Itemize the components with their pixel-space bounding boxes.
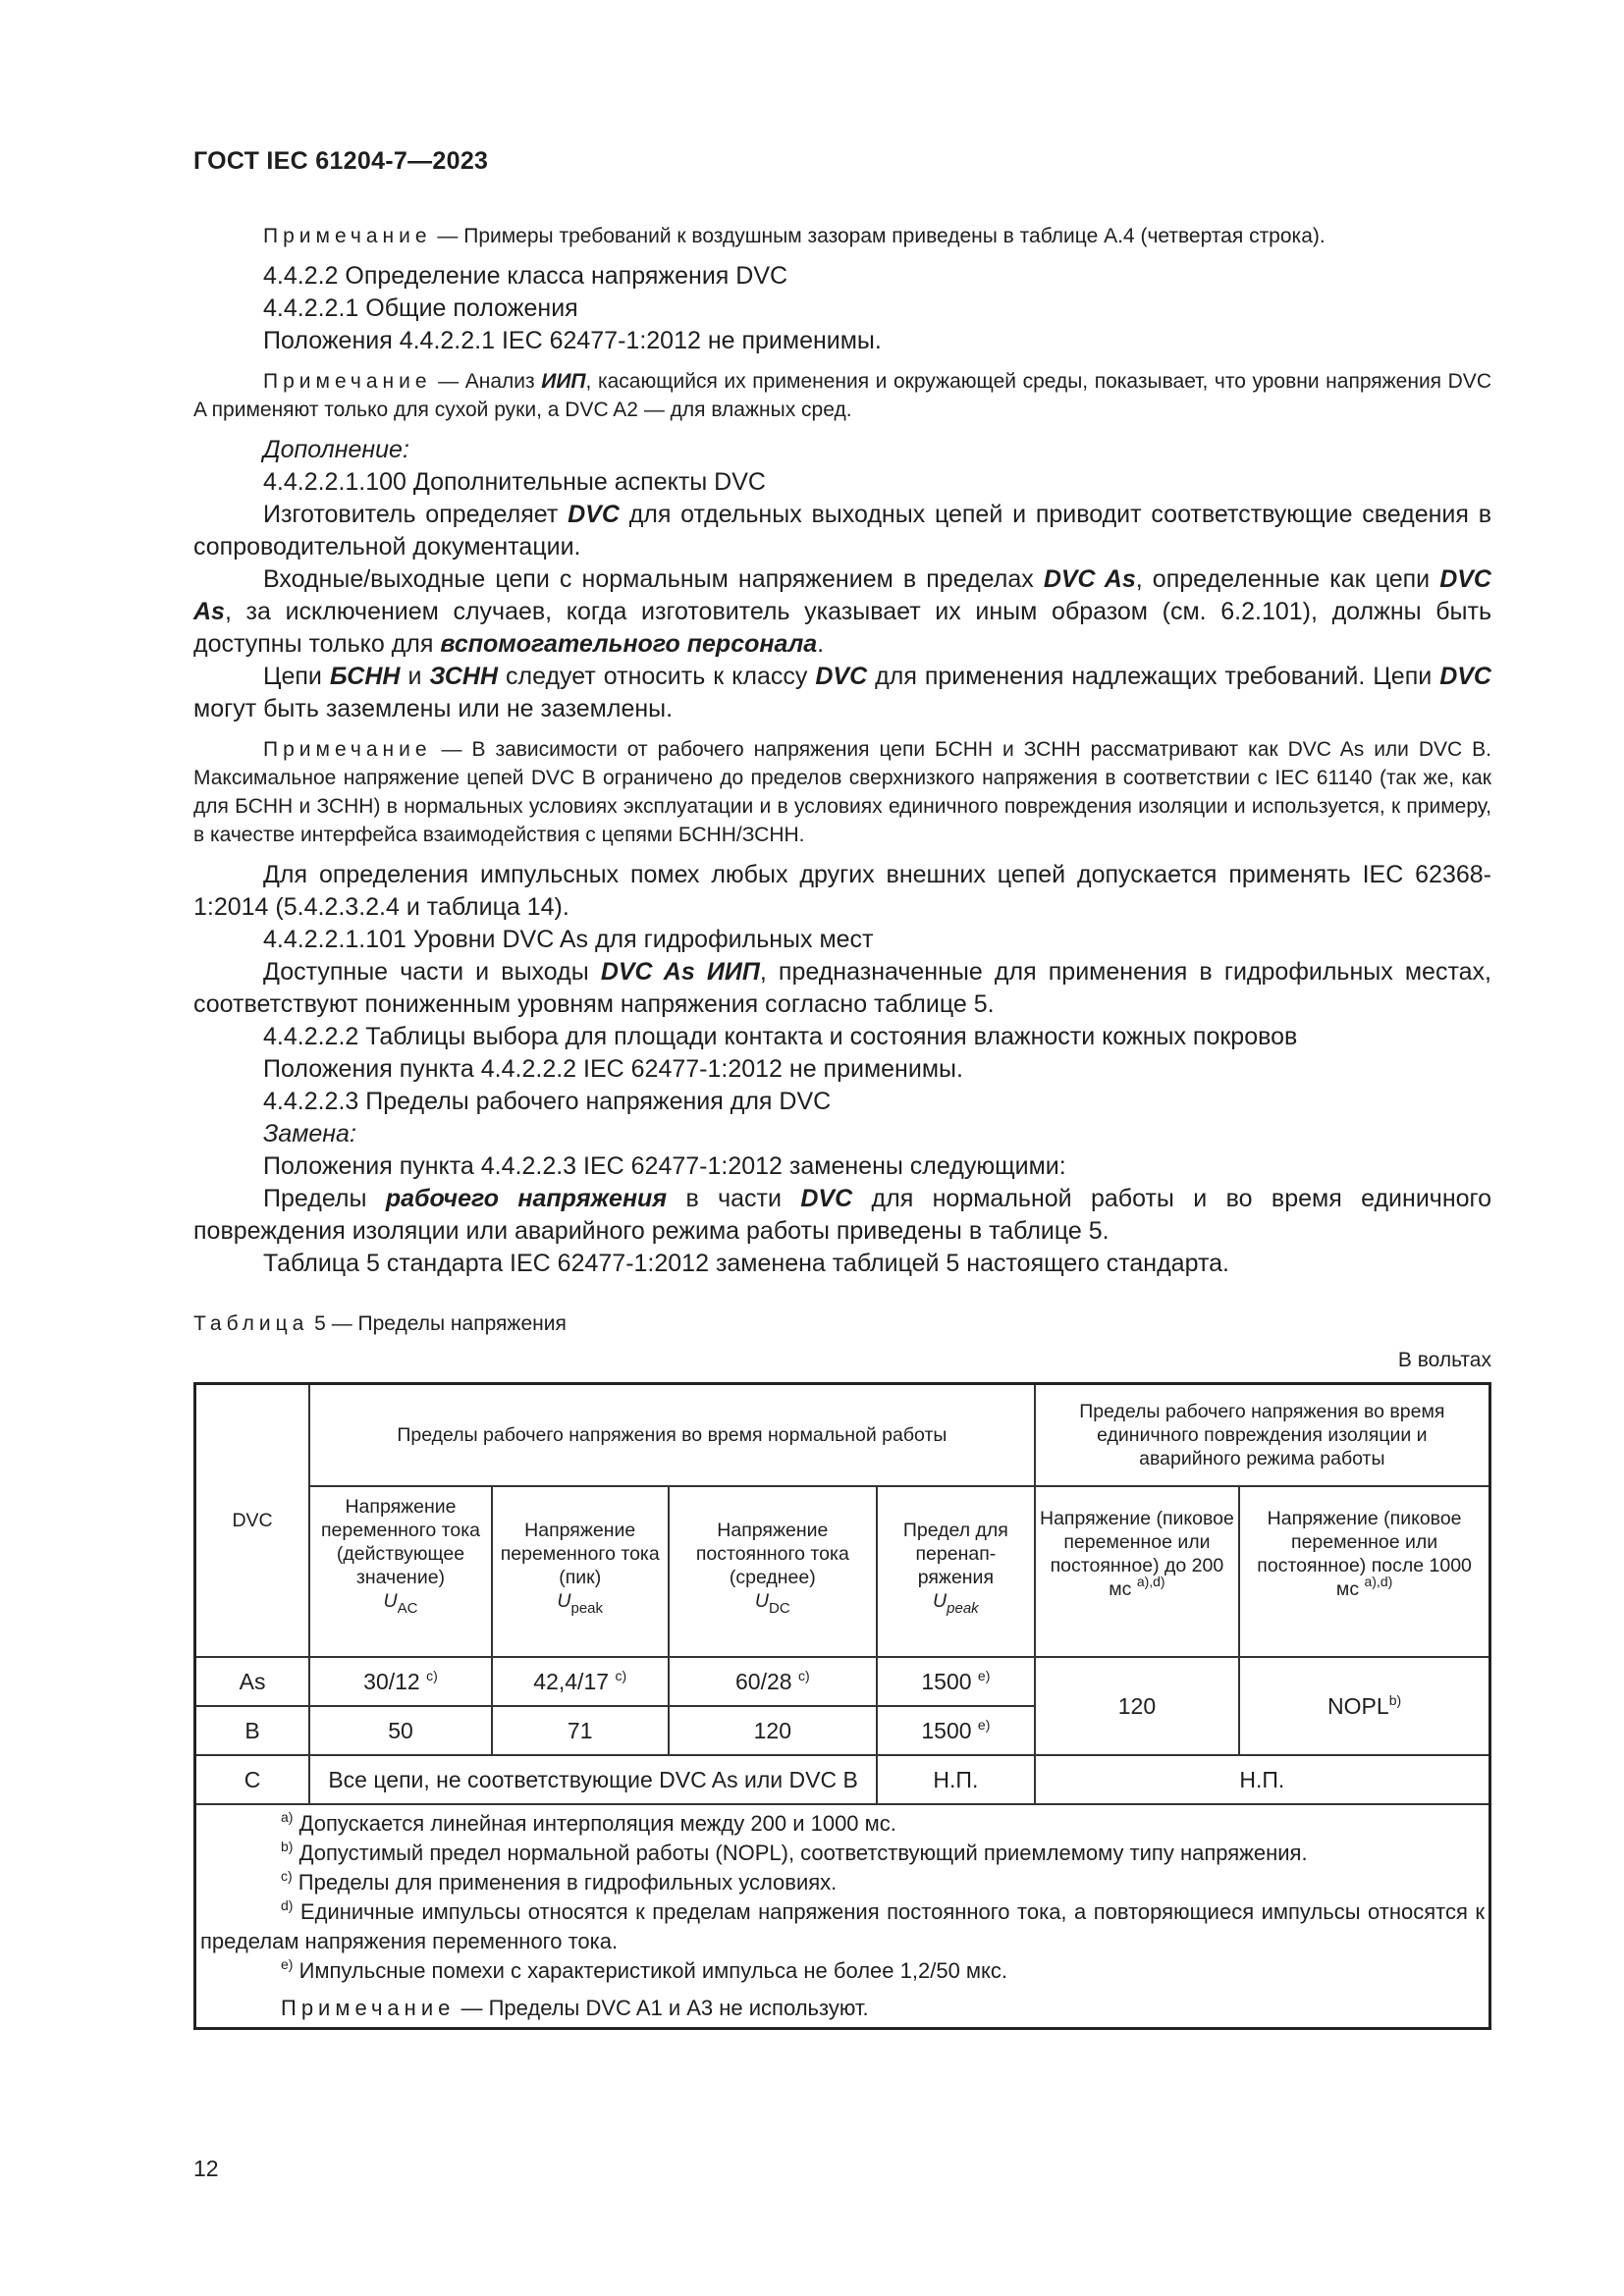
paragraph-accessible-parts: Доступные части и выходы DVC As ИИП, предназначенные для применения в гидрофильных местах, соответствуют пониженным уровням напряжения согласно таблице 5. — [193, 958, 1491, 1018]
cell-dvc: C — [195, 1755, 310, 1804]
cell-dc: 120 — [669, 1706, 878, 1755]
clause-4-4-2-2-1-100: 4.4.2.2.1.100 Дополнительные аспекты DVC — [263, 468, 766, 496]
table-footnotes — [195, 1804, 1490, 2029]
cell-dvc: As — [195, 1657, 310, 1706]
document-header: ГОСТ IEC 61204-7—2023 — [193, 147, 489, 175]
addition-label: Дополнение: — [263, 436, 409, 463]
cell-ac-peak: 71 — [492, 1706, 669, 1755]
paragraph-replaced: Положения пункта 4.4.2.2.3 IEC 62477-1:2012 заменены следующими: — [263, 1152, 1066, 1180]
table-row-as — [195, 1657, 1490, 1706]
paragraph-io-circuits: Входные/выходные цепи с нормальным напряжением в пределах DVC As, определенные как цепи DVC As, за исключением случаев, когда изготовитель указывает их иным образом (см. 6.2.101), должны быть доступны только для вспомогательного персонала. — [193, 565, 1491, 658]
table-units: В вольтах — [1397, 1349, 1491, 1371]
table-row-c — [195, 1755, 1490, 1804]
cell-fault-200ms: 120 — [1035, 1657, 1240, 1755]
paragraph-impulse: Для определения импульсных помех любых других внешних цепей допускается применять IEC 62368-1:2014 (5.4.2.3.2.4 и таблица 14). — [193, 861, 1491, 921]
footnote-a: $^{a)}$ Допускается линейная интерполяция между 200 и 1000 мс. — [281, 1809, 896, 1836]
note-2: Примечание — Анализ ИИП, касающийся их применения и окружающей среды, показывает, что уровни напряжения DVC A применяют только для сухой руки, а DVC A2 — для влажных сред. — [193, 370, 1491, 421]
cell-overvoltage: 1500 $^{e)}$ — [877, 1706, 1035, 1755]
header-ac-rms: Напряжение переменного тока (действующее значение) $U_{AC}$ — [309, 1486, 492, 1657]
header-ac-peak: Напряжение переменного тока (пик) $U_{peak}$ — [492, 1486, 669, 1657]
paragraph-not-applicable-2: Положения пункта 4.4.2.2.2 IEC 62477-1:2012 не применимы. — [263, 1055, 963, 1083]
note-1: Примечание — Примеры требований к воздушным зазорам приведены в таблице А.4 (четвертая строка). — [263, 225, 1326, 247]
cell-overvoltage: 1500 $^{e)}$ — [877, 1657, 1035, 1706]
header-dc: Напряжение постоянного тока (среднее) $U_{DC}$ — [669, 1486, 878, 1657]
note-label: Примечание — [263, 225, 432, 247]
paragraph-table-replaced: Таблица 5 стандарта IEC 62477-1:2012 заменена таблицей 5 настоящего стандарта. — [263, 1250, 1229, 1277]
footnote-d: $^{d)}$ Единичные импульсы относятся к пределам напряжения постоянного тока, а повторяющиеся импульсы относятся к пределам напряжения переменного тока. — [200, 1897, 1485, 1953]
footnote-b: $^{b)}$ Допустимый предел нормальной работы (NOPL), соответствующий приемлемому типу напряжения. — [281, 1839, 1308, 1865]
clause-4-4-2-2-1-101: 4.4.2.2.1.101 Уровни DVC As для гидрофильных мест — [263, 926, 874, 953]
clause-4-4-2-2-1: 4.4.2.2.1 Общие положения — [263, 294, 578, 322]
clause-4-4-2-2-3: 4.4.2.2.3 Пределы рабочего напряжения для DVC — [263, 1088, 832, 1115]
clause-4-4-2-2-2: 4.4.2.2.2 Таблицы выбора для площади контакта и состояния влажности кожных покровов — [263, 1023, 1298, 1050]
cell-overvoltage: Н.П. — [877, 1755, 1035, 1804]
cell-dvc: B — [195, 1706, 310, 1755]
header-dvc: DVC — [195, 1384, 310, 1658]
cell-dc: 60/28 $^{c)}$ — [669, 1657, 878, 1706]
paragraph-manufacturer: Изготовитель определяет DVC для отдельных выходных цепей и приводит соответствующие сведения в сопроводительной документации. — [193, 501, 1491, 561]
header-fault-1000ms: Напряжение (пиковое переменное или постоянное) после 1000 мс $^{a),d)}$ — [1239, 1486, 1489, 1657]
page-number: 12 — [193, 2156, 219, 2181]
cell-all-circuits: Все цепи, не соответствующие DVC As или DVC B — [309, 1755, 877, 1804]
cell-ac-peak: 42,4/17 $^{c)}$ — [492, 1657, 669, 1706]
clause-4-4-2-2: 4.4.2.2 Определение класса напряжения DVC — [263, 262, 788, 290]
footnote-e: $^{e)}$ Импульсные помехи с характеристикой импульса не более 1,2/50 мкс. — [281, 1956, 1008, 1983]
paragraph-not-applicable-1: Положения 4.4.2.2.1 IEC 62477-1:2012 не применимы. — [263, 327, 882, 354]
paragraph-limits: Пределы рабочего напряжения в части DVC для нормальной работы и во время единичного повреждения изоляции или аварийного режима работы приведены в таблице 5. — [193, 1185, 1492, 1245]
header-normal-operation: Пределы рабочего напряжения во время нормальной работы — [309, 1384, 1035, 1487]
main-content — [193, 222, 1491, 2030]
table-note: Примечание — Пределы DVC A1 и A3 не используют. — [281, 1996, 869, 2020]
table-caption: Таблица 5 — Пределы напряжения — [193, 1312, 567, 1335]
replacement-label: Замена: — [263, 1120, 356, 1148]
footnote-c: $^{c)}$ Пределы для применения в гидрофильных условиях. — [281, 1868, 838, 1895]
cell-ac: 50 — [309, 1706, 492, 1755]
cell-ac: 30/12 $^{c)}$ — [309, 1657, 492, 1706]
cell-fault-1000ms: NOPL$^{b)}$ — [1239, 1657, 1489, 1755]
note-3: Примечание — В зависимости от рабочего напряжения цепи БСНН и ЗСНН рассматривают как DVC As или DVC B. Максимальное напряжение цепей DVC B ограничено до пределов сверхнизкого напряжения в соответствии с IEC 61140 (так же, как для БСНН и ЗСНН) в нормальных условиях эксплуатации и в условиях единичного повреждения изоляции и используется, к примеру, в качестве интерфейса взаимодействия с цепями БСНН/ЗСНН. — [193, 738, 1491, 846]
cell-fault: Н.П. — [1035, 1755, 1490, 1804]
header-overvoltage: Предел для перенап-ряжения $U_{peak}$ — [877, 1486, 1035, 1657]
voltage-limits-table — [193, 1382, 1491, 2030]
header-fault-operation: Пределы рабочего напряжения во время единичного повреждения изоляции и аварийного режима работы — [1035, 1384, 1490, 1487]
header-fault-200ms: Напряжение (пиковое переменное или постоянное) до 200 мс $^{a),d)}$ — [1035, 1486, 1240, 1657]
paragraph-chains: Цепи БСНН и ЗСНН следует относить к классу DVC для применения надлежащих требований. Цепи DVC могут быть заземлены или не заземлены. — [193, 663, 1491, 722]
